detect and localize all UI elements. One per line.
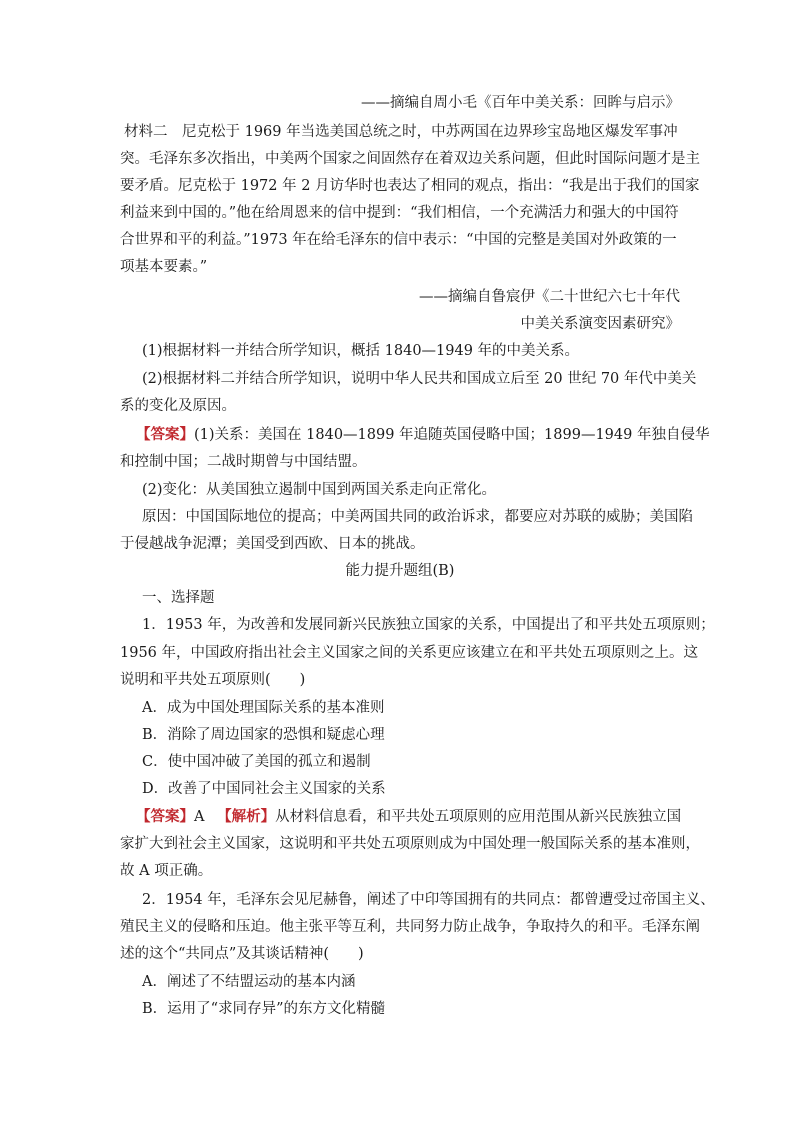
- answer-tag: 【答案】: [136, 426, 194, 443]
- q1-option-a: A．成为中国处理国际关系的基本准则: [142, 700, 385, 716]
- q1-line-1: 1．1953 年，为改善和发展同新兴民族独立国家的关系，中国提出了和平共处五项原则；: [142, 617, 715, 633]
- material2-line-2: 突。毛泽东多次指出，中美两个国家之间固然存在着双边关系问题，但此时国际问题才是主: [120, 151, 700, 167]
- material2-source-1: ——摘编自鲁宸伊《二十世纪六七十年代: [419, 289, 680, 305]
- question-2-line-1: (2)根据材料二并结合所学知识，说明中华人民共和国成立后至 20 世纪 70 年代中美关: [142, 371, 697, 387]
- q1-option-c: C．使中国冲破了美国的孤立和遏制: [142, 754, 371, 770]
- q1-option-b: B．消除了周边国家的恐惧和疑虑心理: [142, 727, 385, 743]
- material2-line-5: 合世界和平的利益。”1973 年在给毛泽东的信中表示：“中国的完整是美国对外政策的一: [120, 232, 677, 248]
- answer1-line-5: 于侵越战争泥潭；美国受到西欧、日本的挑战。: [120, 536, 425, 552]
- q2-option-b: B．运用了“求同存异”的东方文化精髓: [142, 1001, 385, 1017]
- q2-line-1: 2．1954 年，毛泽东会见尼赫鲁，阐述了中印等国拥有的共同点：都曾遭受过帝国主义、: [142, 892, 715, 908]
- section-subtitle: 一、选择题: [142, 590, 215, 606]
- q2-line-2: 殖民主义的侵略和压迫。他主张平等互利，共同努力防止战争，争取持久的和平。毛泽东阐: [120, 919, 700, 935]
- material1-source: ——摘编自周小毛《百年中美关系：回眸与启示》: [361, 95, 680, 111]
- material2-source-2: 中美关系演变因素研究》: [520, 316, 680, 332]
- q1-analysis-line-3: 故 A 项正确。: [120, 863, 213, 879]
- answer1-line-3: (2)变化：从美国独立遏制中国到两国关系走向正常化。: [142, 482, 497, 498]
- question-2-line-2: 系的变化及原因。: [120, 398, 236, 414]
- material2-line-6: 项基本要素。”: [120, 259, 208, 275]
- material2-line-4: 利益来到中国的。”他在给周恩来的信中提到：“我们相信，一个充满活力和强大的中国符: [120, 205, 679, 221]
- q1-line-2: 1956 年，中国政府指出社会主义国家之间的关系更应该建立在和平共处五项原则之上。这: [120, 645, 699, 661]
- answer1-line-1: [136, 425, 709, 445]
- q1-answer-tag: 【答案】: [136, 808, 194, 825]
- material2-line-1: 材料二 尼克松于 1969 年当选美国总统之时，中苏两国在边界珍宝岛地区爆发军事冲: [124, 124, 678, 140]
- q2-option-a: A．阐述了不结盟运动的基本内涵: [142, 974, 356, 990]
- question-1: (1)根据材料一并结合所学知识，概括 1840—1949 年的中美关系。: [142, 343, 580, 359]
- q1-answer-line-1: [136, 807, 681, 827]
- material2-line-3: 要矛盾。尼克松于 1972 年 2 月访华时也表达了相同的观点，指出：“我是出于我们的国家: [120, 178, 700, 194]
- answer1-line-4: 原因：中国国际地位的提高；中美两国共同的政治诉求，都要应对苏联的威胁；美国陷: [142, 509, 693, 525]
- q1-answer-value: A: [194, 809, 205, 825]
- section-title: 能力提升题组(B): [345, 563, 455, 579]
- answer1-text-1: (1)关系：美国在 1840—1899 年追随英国侵略中国；1899—1949 年独自侵华: [194, 427, 710, 443]
- q1-analysis-line-2: 家扩大到社会主义国家，这说明和平共处五项原则成为中国处理一般国际关系的基本准则，: [120, 836, 700, 852]
- answer1-line-2: 和控制中国；二战时期曾与中国结盟。: [120, 454, 367, 470]
- q1-line-3: 说明和平共处五项原则( ): [120, 672, 306, 688]
- q1-analysis-text-1: 从材料信息看，和平共处五项原则的应用范围从新兴民族独立国: [275, 809, 682, 825]
- q1-analysis-tag: 【解析】: [217, 808, 276, 825]
- q1-option-d: D．改善了中国同社会主义国家的关系: [142, 781, 386, 797]
- q2-line-3: 述的这个“共同点”及其谈话精神( ): [120, 946, 364, 962]
